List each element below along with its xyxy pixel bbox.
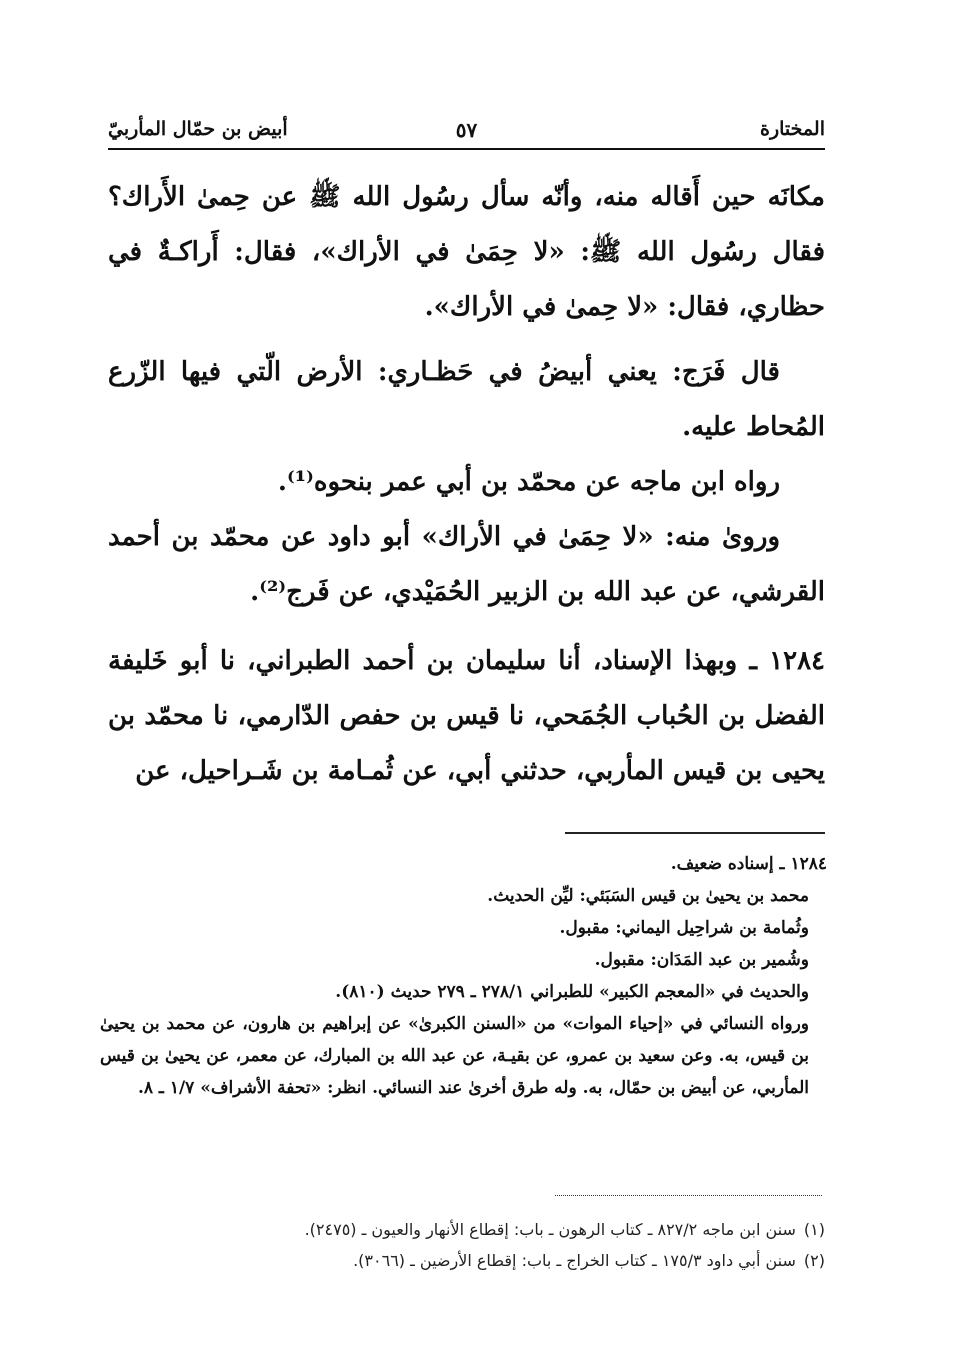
note-line-4: والحديث في «المعجم الكبير» للطبراني ٢٧٨/١ ـ ٢٧٩ حديث (٨١٠). [335, 982, 809, 1002]
footnote-1 [108, 1214, 825, 1245]
note-line-2: وثُمامة بن شراحِيل اليماني: مقبول. [559, 918, 809, 938]
commentary-notes [100, 848, 827, 1104]
notes-heading: ١٢٨٤ ـ إسناده ضعيف. [670, 854, 827, 874]
note-line-1: محمد بن يحيىٰ بن قيس السَبَئي: ليِّن الحديث. [487, 886, 809, 906]
hadith-1284-paragraph: ١٢٨٤ ـ وبهذا الإسناد، أنا سليمان بن أحمد الطبراني، نا أبو خَليفة الفضل بن الحُباب الجُمَحي، نا قيس بن حفص الدّارمي، نا محمّد بن يحيى بن قيس المأربي، حدثني أبي، عن ثُمـامة بن شَـراحيل، عن [108, 646, 825, 786]
note-line-3: وشُمير بن عبد المَدَان: مقبول. [594, 950, 809, 970]
notes-divider [565, 832, 825, 834]
page-number: ٥٧ [455, 118, 478, 142]
footnotes-divider [555, 1195, 822, 1196]
footnote-2-text: سنن أبي داود ١٧٥/٣ ـ كتاب الخراج ـ باب: إقطاع الأرضين ـ (٣٠٦٦). [353, 1251, 796, 1270]
header-divider [108, 148, 825, 150]
note-paragraph: ورواه النسائي في «إحياء الموات» من «السنن الكبرىٰ» عن إبراهيم بن هارون، عن محمد بن يحيىٰ بن قيس، به. وعن سعيد بن عمرو، عن بقيـة، عن عبد الله بن المبارك، عن معمر، عن يحيىٰ بن قيس المأربي، عن أبيض بن حمّال، به. وله طرق أخرىٰ عند النسائي. انظر: «تحفة الأشراف» ١/٧ ـ ٨. [100, 1014, 809, 1098]
main-text [108, 170, 825, 799]
body-paragraph-2: قال فَرَج: يعني أبيضُ في حَظـاري: الأرض الّتي فيها الزّرع المُحاط عليه. [108, 357, 825, 442]
footnote-1-text: سنن ابن ماجه ٨٢٧/٢ ـ كتاب الرهون ـ باب: إقطاع الأنهار والعيون ـ (٢٤٧٥). [304, 1220, 796, 1239]
body-paragraph-3: رواه ابن ماجه عن محمّد بن أبي عمر بنحوه⁽¹⁾. [277, 467, 780, 497]
body-paragraph-4: وروىٰ منه: «لا حِمَىٰ في الأراك» أبو داود عن محمّد بن أحمد القرشي، عن عبد الله بن الزبير الحُمَيْدي، عن فَرج⁽²⁾. [108, 522, 825, 607]
header-book-title: المختارة [760, 118, 825, 140]
source-footnotes [108, 1214, 825, 1276]
footnote-2-marker: (٢) [803, 1251, 825, 1270]
running-header [108, 112, 825, 148]
footnote-2 [108, 1245, 825, 1276]
footnote-1-marker: (١) [803, 1220, 825, 1239]
body-paragraph-1: مكانَه حين أَقاله منه، وأنّه سأل رسُول الله ﷺ عن حِمىٰ الأَراك؟ فقال رسُول الله ﷺ: «لا حِمَىٰ في الأراك»، فقال: أَراكـةٌ في حظاري، فقال: «لا حِمىٰ في الأراك». [108, 182, 825, 322]
header-chapter-title: أبيض بن حمّال المأربيّ [108, 118, 288, 140]
